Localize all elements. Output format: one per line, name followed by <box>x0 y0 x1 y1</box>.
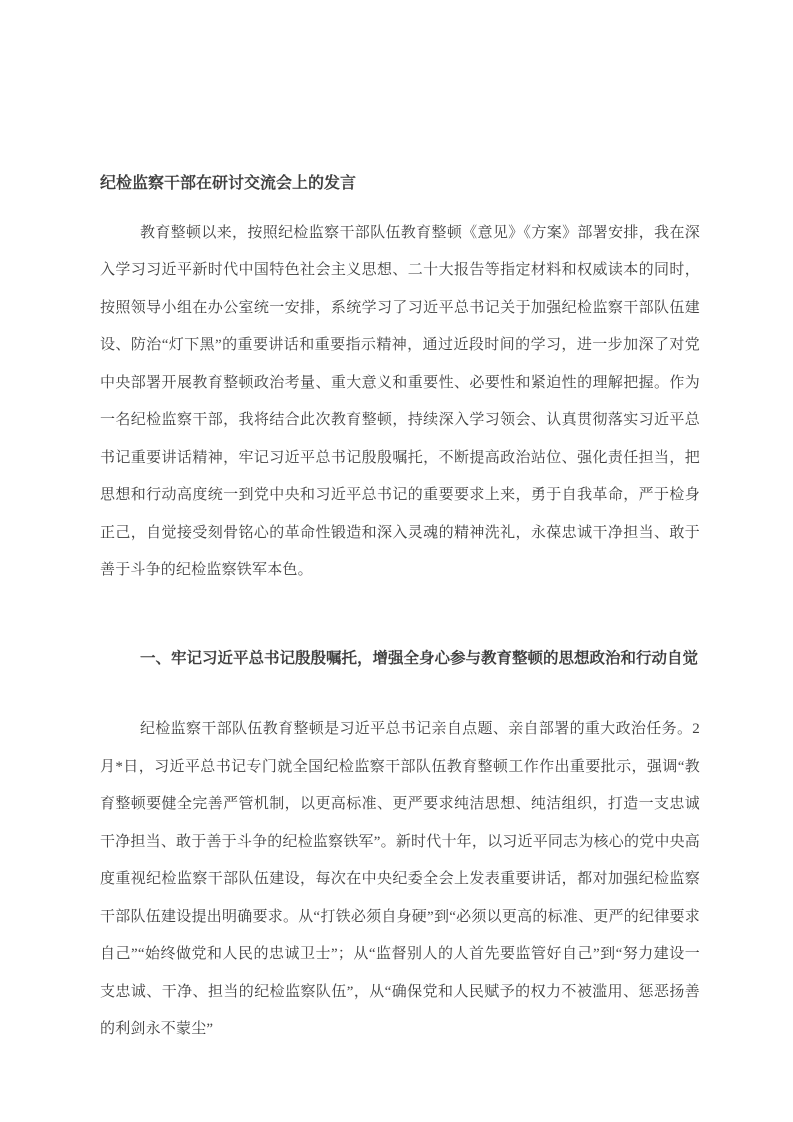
paragraph-intro: 教育整顿以来，按照纪检监察干部队伍教育整顿《意见》《方案》部署安排，我在深入学习习近平新时代中国特色社会主义思想、二十大报告等指定材料和权威读本的同时，按照领导小组在办公室统一安排，系统学习了习近平总书记关于加强纪检监察干部队伍建设、防治“灯下黑”的重要讲话和重要指示精神，通过近段时间的学习，进一步加深了对党中央部署开展教育整顿政治考量、重大意义和重要性、必要性和紧迫性的理解把握。作为一名纪检监察干部，我将结合此次教育整顿，持续深入学习领会、认真贯彻落实习近平总书记重要讲话精神，牢记习近平总书记殷殷嘱托，不断提高政治站位、强化责任担当，把思想和行动高度统一到党中央和习近平总书记的重要要求上来，勇于自我革命，严于检身正己，自觉接受刻骨铭心的革命性锻造和深入灵魂的精神洗礼，永葆忠诚干净担当、敢于善于斗争的纪检监察铁军本色。 <box>100 224 700 578</box>
section-heading-1: 一、牢记习近平总书记殷殷嘱托，增强全身心参与教育整顿的思想政治和行动自觉 <box>140 649 699 667</box>
paragraph-section-1: 纪检监察干部队伍教育整顿是习近平总书记亲自点题、亲自部署的重大政治任务。2 月*日，习近平总书记专门就全国纪检监察干部队伍教育整顿工作作出重要批示，强调“教育整顿要健全完善严管机制，以更高标准、更严要求纯洁思想、纯洁组织，打造一支忠诚干净担当、敢于善于斗争的纪检监察铁军”。新时代十年，以习近平同志为核心的党中央高度重视纪检监察干部队伍建设，每次在中央纪委全会上发表重要讲话，都对加强纪检监察干部队伍建设提出明确要求。从“打铁必须自身硬”到“必须以更高的标准、更严的纪律要求自己”“始终做党和人民的忠诚卫士”；从“监督别人的人首先要监管好自己”到“努力建设一支忠诚、干净、担当的纪检监察队伍”，从“确保党和人民赋予的权力不被滥用、惩恶扬善的利剑永不蒙尘” <box>100 721 700 1037</box>
document-title: 纪检监察干部在研讨交流会上的发言 <box>100 175 357 192</box>
